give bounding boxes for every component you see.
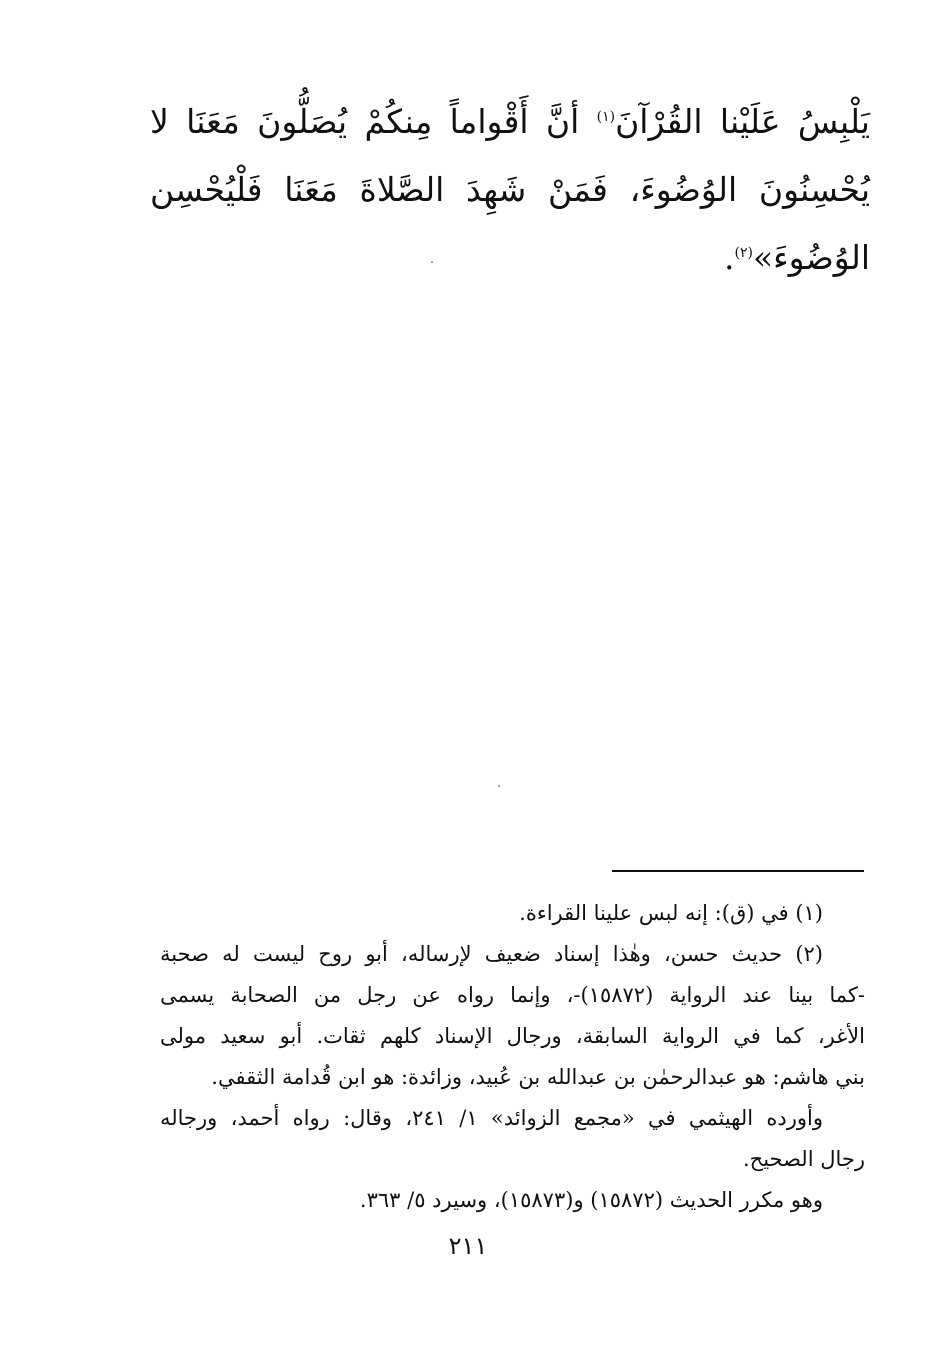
footnote-ref-1: (١) <box>596 109 616 125</box>
main-text-end: . <box>723 238 735 277</box>
footnotes <box>160 893 865 1221</box>
page-number: ٢١١ <box>448 1232 488 1260</box>
footnote-1: (١) في (ق): إنه لبس علينا القراءة. <box>519 901 823 925</box>
footnote-2-para2-line-2: رجال الصحيح. <box>742 1147 865 1171</box>
main-paragraph <box>150 88 870 292</box>
footnote-2-line-4: بني هاشم: هو عبدالرحمٰن بن عبدالله بن عُبيد، وزائدة: هو ابن قُدامة الثقفي. <box>211 1065 865 1089</box>
footnote-2-line-2: -كما بينا عند الرواية (١٥٨٧٢)-، وإنما رواه عن رجل من الصحابة يسمى <box>160 983 865 1007</box>
footnote-2-para3: وهو مكرر الحديث (١٥٨٧٢) و(١٥٨٧٣)، وسيرد ٥/ ٣٦٣. <box>359 1188 823 1212</box>
footnote-2-para2-line-1: وأورده الهيثمي في «مجمع الزوائد» ١/ ٢٤١، وقال: رواه أحمد، ورجاله <box>160 1106 823 1130</box>
scan-speck <box>431 261 433 263</box>
scan-speck <box>498 785 500 787</box>
footnote-separator <box>612 870 864 872</box>
main-text <box>150 88 870 292</box>
footnote-2-line-1: (٢) حديث حسن، وهٰذا إسناد ضعيف لإرساله، أبو روح ليست له صحبة <box>160 942 823 966</box>
footnote-2-line-3: الأغر، كما في الرواية السابقة، ورجال الإسناد كلهم ثقات. أبو سعيد مولى <box>160 1024 865 1048</box>
footnote-ref-2: (٢) <box>734 245 753 261</box>
main-text-part-2: أنَّ أَقْواماً مِنكُمْ يُصَلُّونَ مَعَنَا لا يُحْسِنُونَ الوُضُوءَ، فَمَنْ شَهِدَ الصَّلاةَ مَعَنَا فَلْيُحْسِن الوُضُوءَ» <box>150 102 870 277</box>
main-text-part-1: يَلْبِسُ عَلَيْنا القُرْآنَ <box>615 102 870 141</box>
